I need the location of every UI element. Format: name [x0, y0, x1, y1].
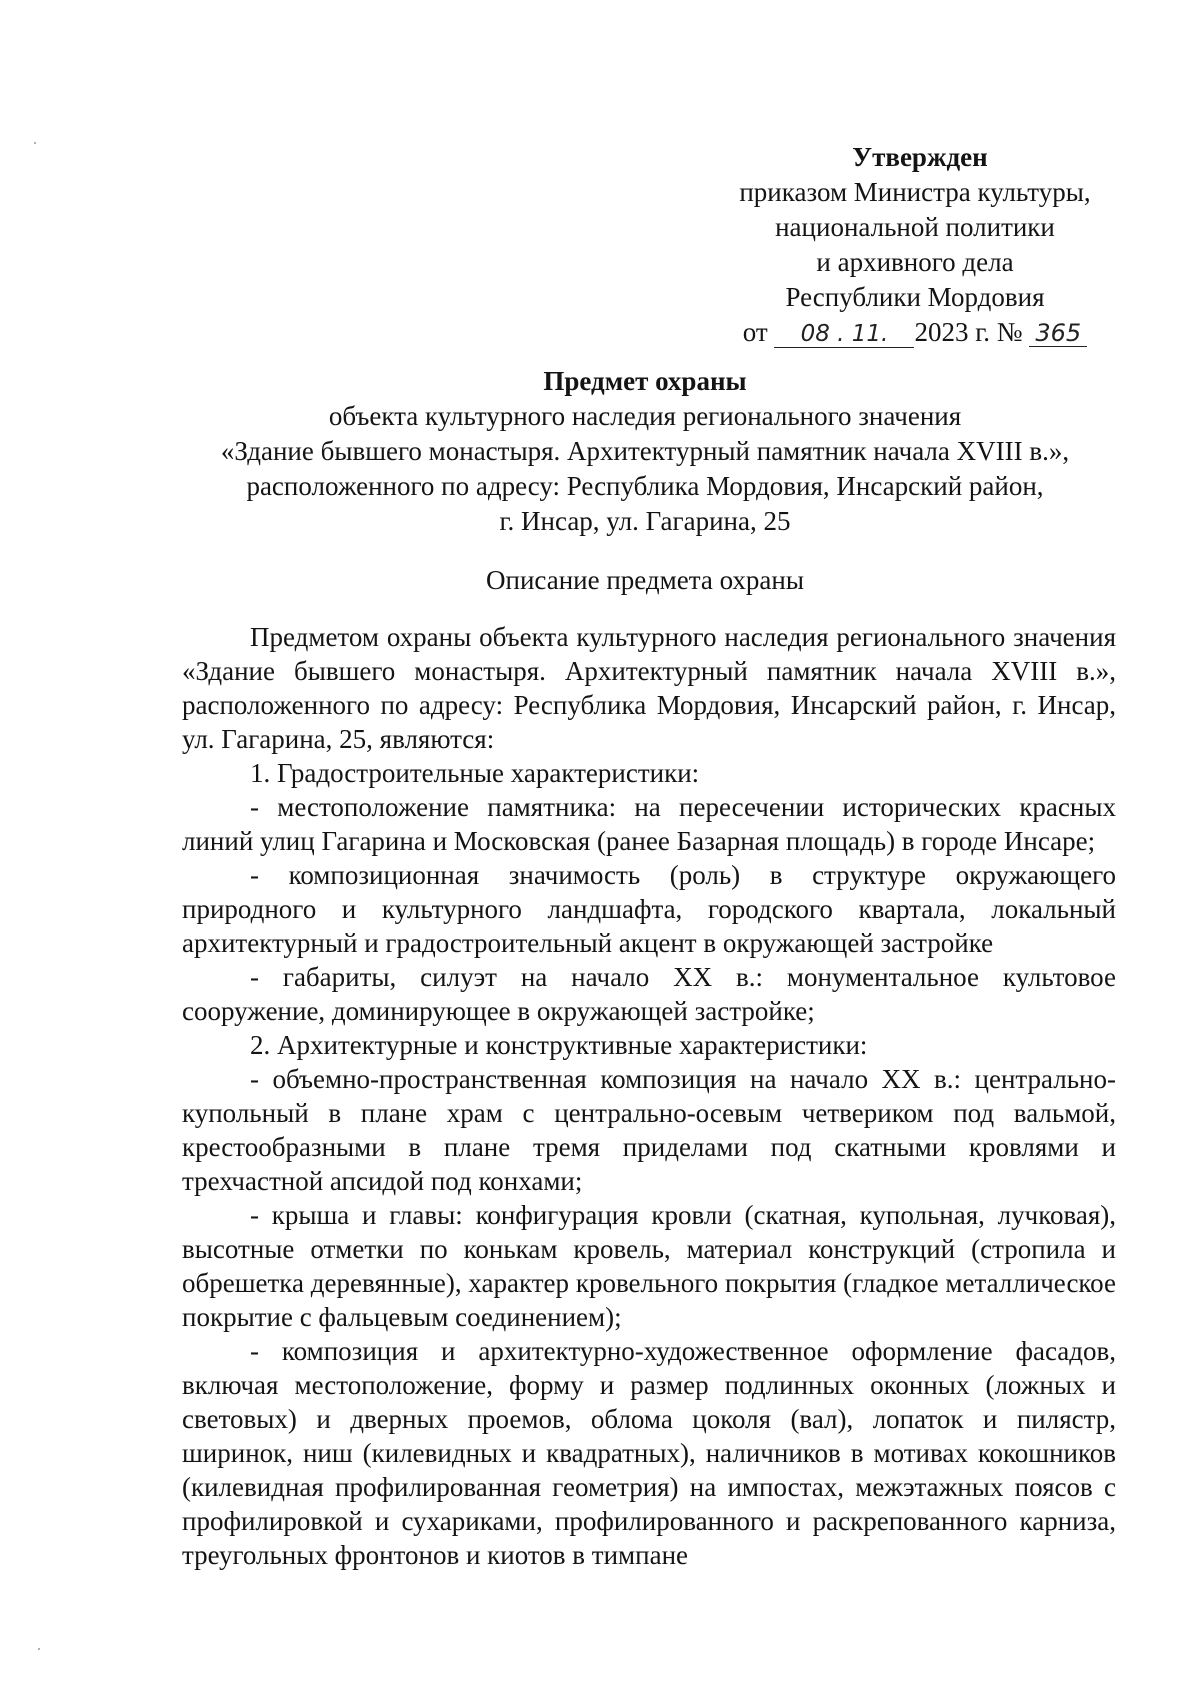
approval-stamp: [700, 140, 1130, 350]
document-title: [150, 364, 1140, 539]
title-heading: Предмет охраны: [543, 366, 747, 396]
paragraph: - композиция и архитектурно-художественное оформление фасадов, включая местоположение, форму и размер подлинных оконных (ложных и световых) и дверных проемов, облома цоколя (вал), лопаток и пилястр, ширинок, ниш (килевидных и квадратных), наличников в мотивах кокошников (килевидная профилированная геометрия) на импостах, межэтажных поясов с профилировкой и сухариками, профилированного и раскрепованного карниза, треугольных фронтонов и киотов в тимпане: [182, 1336, 1116, 1570]
date-prefix: от: [742, 317, 768, 347]
approval-line: приказом Министра культуры,: [739, 177, 1091, 207]
section-heading: Описание предмета охраны: [486, 565, 804, 595]
handwritten-order-number: 365: [1029, 320, 1087, 347]
approval-line: национальной политики: [775, 212, 1055, 242]
handwritten-date: 08 . 11.: [774, 321, 914, 348]
scan-speck: [34, 142, 36, 144]
approval-line: и архивного дела: [816, 247, 1014, 277]
paragraph: - крыша и главы: конфигурация кровли (скатная, купольная, лучковая), высотные отметки по конькам кровель, материал конструкций (стропила и обрешетка деревянные), характер кровельного покрытия (гладкое металлическое покрытие с фальцевым соединением);: [182, 1200, 1116, 1332]
paragraph: - местоположение памятника: на пересечении исторических красных линий улиц Гагарина и Московская (ранее Базарная площадь) в городе Инсаре;: [182, 792, 1116, 856]
title-line: «Здание бывшего монастыря. Архитектурный памятник начала XVIII в.»,: [220, 436, 1070, 466]
paragraph: - композиционная значимость (роль) в структуре окружающего природного и культурного ландшафта, городского квартала, локальный архитектурный и градостроительный акцент в окружающей застройке: [182, 860, 1116, 958]
approval-heading: Утвержден: [852, 142, 988, 172]
paragraph: 1. Градостроительные характеристики:: [250, 758, 700, 788]
approval-line: Республики Мордовия: [785, 282, 1045, 312]
title-line: г. Инсар, ул. Гагарина, 25: [499, 506, 791, 536]
paragraph: Предметом охраны объекта культурного наследия регионального значения «Здание бывшего монастыря. Архитектурный памятник начала XVIII в.», расположенного по адресу: Республика Мордовия, Инсарский район, г. Инсар, ул. Гагарина, 25, являются:: [182, 622, 1116, 754]
document-body: [182, 620, 1116, 1572]
order-year: 2023 г. №: [914, 317, 1023, 347]
approval-date-line: [700, 315, 1130, 350]
paragraph: 2. Архитектурные и конструктивные характеристики:: [250, 1030, 868, 1060]
title-line: расположенного по адресу: Республика Мордовия, Инсарский район,: [246, 471, 1044, 501]
title-line: объекта культурного наследия регионального значения: [328, 401, 962, 431]
scan-speck: [38, 1648, 40, 1650]
paragraph: - объемно-пространственная композиция на начало XX в.: центрально-купольный в плане храм с центрально-осевым четвериком под вальмой, крестообразными в плане тремя приделами под скатными кровлями и трехчастной апсидой под конхами;: [182, 1064, 1116, 1196]
paragraph: - габариты, силуэт на начало XX в.: монументальное культовое сооружение, доминирующее в окружающей застройке;: [182, 962, 1116, 1026]
